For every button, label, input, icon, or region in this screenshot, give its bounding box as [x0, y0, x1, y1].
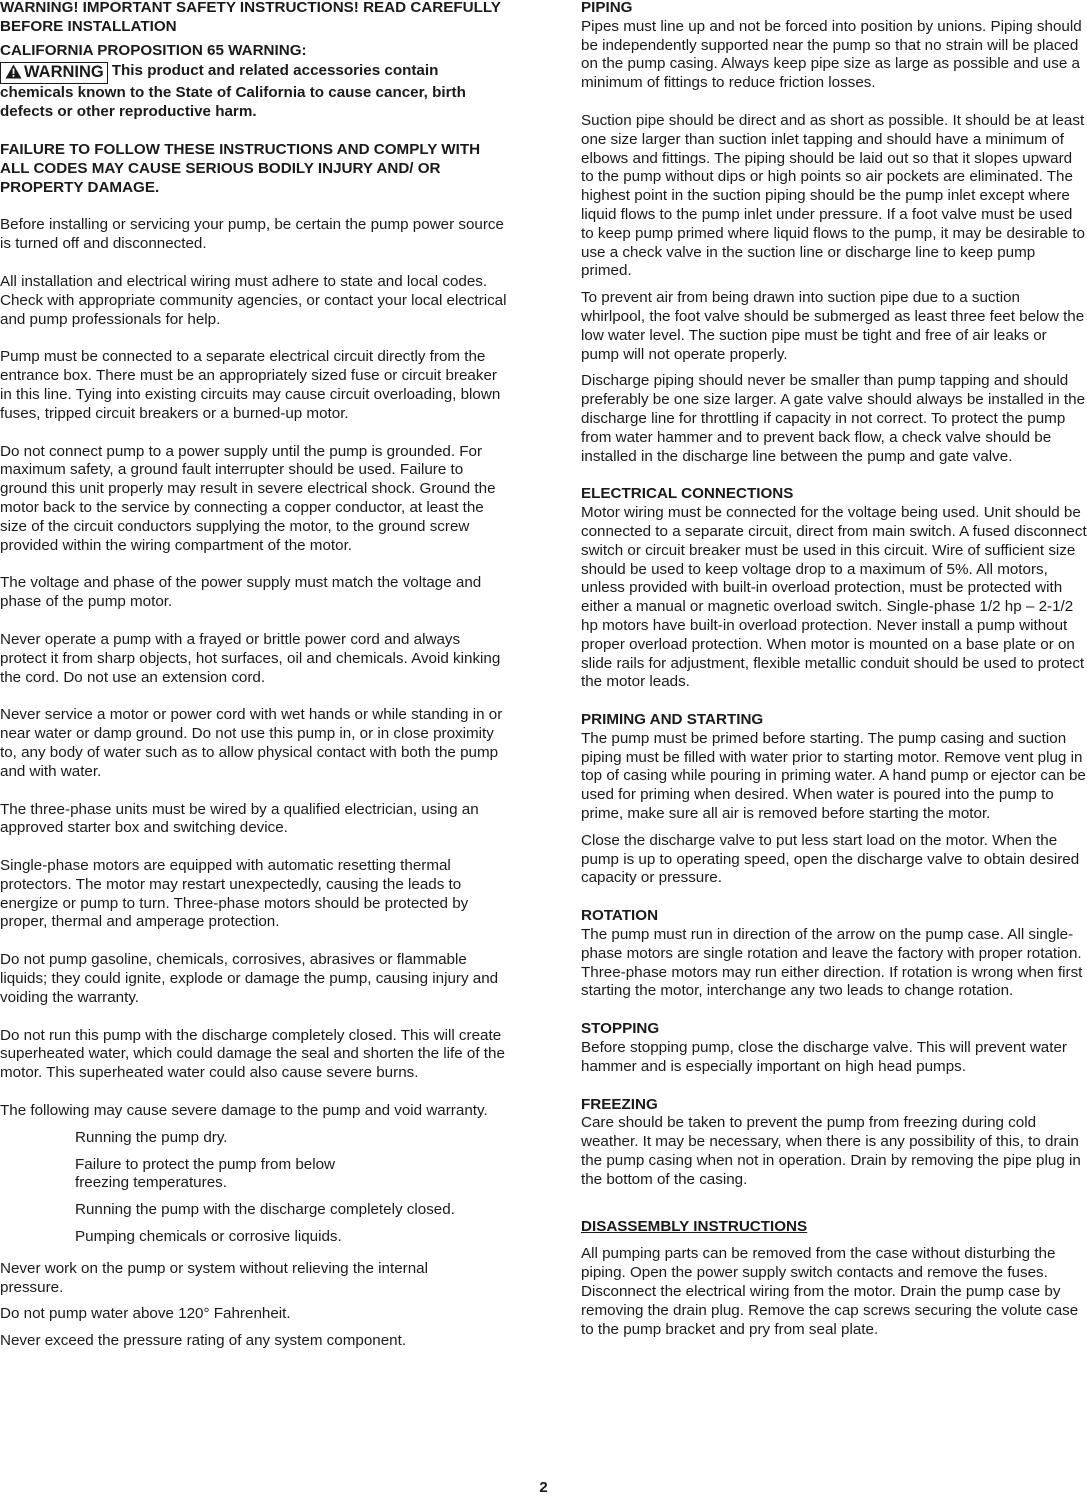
- list-item: Failure to protect the pump from below freezing temperatures.: [75, 1155, 335, 1192]
- section-heading-freezing: FREEZING: [581, 1095, 658, 1113]
- section-heading-electrical: ELECTRICAL CONNECTIONS: [581, 485, 794, 503]
- warning-triangle-icon: [5, 64, 22, 84]
- paragraph: Do not connect pump to a power supply until the pump is grounded. For maximum safety, a ground fault interrupter should be used. Failure to ground this unit properly may result in severe electrical shock. Ground the motor back to the service by connecting a copper conductor, at least the size of the circuit conductors supplying the motor, to the ground screw provided within the wiring compartment of the motor.: [0, 442, 496, 554]
- paragraph: The pump must run in direction of the arrow on the pump case. All single-phase motors are single rotation and leave the factory with proper rotation. Three-phase motors may run either direction. If rotation is wrong when first starting the motor, interchange any two leads to change rotation.: [581, 926, 1083, 1000]
- paragraph: Single-phase motors are equipped with automatic resetting thermal protectors. The motor may restart unexpectedly, causing the leads to energize or pump to turn. Three-phase motors should be protected by proper, thermal and amperage protection.: [0, 857, 469, 931]
- list-item: Pumping chemicals or corrosive liquids.: [75, 1228, 342, 1246]
- paragraph: Do not pump water above 120° Fahrenheit.: [0, 1305, 291, 1323]
- paragraph: Pump must be connected to a separate electrical circuit directly from the entrance box. There must be an appropriately sized fuse or circuit breaker in this line. Tying into existing circuits may cause circuit overloading, blown fuses, tripped circuit breakers or a burned-up motor.: [0, 348, 501, 422]
- paragraph: Never service a motor or power cord with wet hands or while standing in or near water or damp ground. Do not use this pump in, or in close proximity to, any body of water such as to allow physical contact with both the pump and with water.: [0, 706, 503, 780]
- paragraph: The pump must be primed before starting. The pump casing and suction piping must be filled with water prior to starting motor. Remove vent plug in top of casing while pouring in priming water. A hand pump or ejector can be used for priming when desired. When water is poured into the pump to prime, make sure all air is removed before starting the motor.: [581, 729, 1086, 823]
- paragraph: Discharge piping should never be smaller than pump tapping and should preferably be one size larger. A gate valve should always be installed in the discharge line for throttling if capacity in not correct. To protect the pump from water hammer and to prevent back flow, a check valve should be installed in the discharge line between the pump and gate valve.: [581, 372, 1086, 465]
- section-heading-priming: PRIMING AND STARTING: [581, 711, 764, 729]
- paragraph: Do not run this pump with the discharge completely closed. This will create superheated water, which could damage the seal and shorten the life of the motor. This superheated water could also cause severe burns.: [0, 1026, 505, 1082]
- paragraph: Do not pump gasoline, chemicals, corrosives, abrasives or flammable liquids; they could ignite, explode or damage the pump, causing injury and voiding the warranty.: [0, 951, 499, 1006]
- paragraph: Pipes must line up and not be forced into position by unions. Piping should be independently supported near the pump so that no strain will be placed on the pump casing. Always keep pipe size as large as possible and use a minimum of fittings to reduce friction losses.: [581, 17, 1082, 92]
- safety-title: WARNING! IMPORTANT SAFETY INSTRUCTIONS! READ CAREFULLY BEFORE INSTALLATION: [0, 0, 501, 35]
- paragraph: All installation and electrical wiring must adhere to state and local codes. Check with appropriate community agencies, or contact your local electrical and pump professionals for help.: [0, 272, 507, 328]
- paragraph: Suction pipe should be direct and as short as possible. It should be at least one size larger than suction inlet tapping and should have a minimum of elbows and fittings. The piping should be laid out so that it slopes upward to the pump without dips or high points so air pockets are eliminated. The highest point in the suction piping should be the pump inlet except where liquid flows to the pump inlet under pressure. If a foot valve must be used to keep pump primed where liquid flows to the pump, it may be desirable to use a check valve in the suction line or discharge line to keep pump primed.: [581, 111, 1085, 280]
- paragraph: Never exceed the pressure rating of any system component.: [0, 1332, 407, 1350]
- paragraph: Before installing or servicing your pump, be certain the pump power source is turned off and disconnected.: [0, 216, 504, 253]
- right-column: [581, 0, 1087, 1339]
- paragraph: Never operate a pump with a frayed or brittle power cord and always protect it from sharp objects, hot surfaces, oil and chemicals. Avoid kinking the cord. Do not use an extension cord.: [0, 630, 501, 686]
- prop65-warning: [0, 62, 510, 122]
- warning-label: WARNING: [0, 62, 108, 84]
- prop65-heading: CALIFORNIA PROPOSITION 65 WARNING:: [0, 41, 307, 59]
- paragraph: To prevent air from being drawn into suction pipe due to a suction whirlpool, the foot valve should be submerged as least three feet below the low water level. The suction pipe must be tight and free of air leaks or pump will not operate properly.: [581, 289, 1085, 363]
- paragraph: Close the discharge valve to put less start load on the motor. When the pump is up to operating speed, open the discharge valve to obtain desired capacity or pressure.: [581, 831, 1080, 887]
- list-item: Running the pump dry.: [75, 1128, 228, 1146]
- paragraph: Care should be taken to prevent the pump from freezing during cold weather. It may be necessary, when there is any possibility of this, to drain the pump casing when not in operation. Drain by removing the pipe plug in the bottom of the casing.: [581, 1114, 1081, 1188]
- left-column: [0, 0, 510, 1351]
- section-heading-rotation: ROTATION: [581, 907, 659, 925]
- list-item: Running the pump with the discharge completely closed.: [75, 1201, 455, 1219]
- paragraph: The voltage and phase of the power supply must match the voltage and phase of the pump motor.: [0, 574, 482, 611]
- section-heading-disassembly: DISASSEMBLY INSTRUCTIONS: [581, 1217, 808, 1235]
- paragraph: Never work on the pump or system without relieving the internal pressure.: [0, 1259, 428, 1296]
- prop65-text: This product and related accessories contain chemicals known to the State of California to cause cancer, birth defects or other reproductive harm.: [0, 62, 466, 121]
- section-heading-stopping: STOPPING: [581, 1020, 660, 1038]
- paragraph: The following may cause severe damage to the pump and void warranty.: [0, 1102, 488, 1120]
- paragraph: Motor wiring must be connected for the voltage being used. Unit should be connected to a separate circuit, direct from main switch. A fused disconnect switch or circuit breaker must be used in this circuit. Wire of sufficient size should be used to keep voltage drop to a maximum of 5%. All motors, unless provided with built-in overload protection, must be protected with either a manual or magnetic overload switch. Single-phase 1/2 hp – 2-1/2 hp motors have built-in overload protection. Never install a pump without proper overload protection. When motor is mounted on a base plate or on slide rails for adjustment, flexible metallic conduit should be used to protect the motor leads.: [581, 504, 1087, 691]
- page-number: 2: [539, 1479, 548, 1496]
- section-heading-piping: PIPING: [581, 0, 633, 16]
- paragraph: All pumping parts can be removed from the case without disturbing the piping. Open the power supply switch contacts and remove the fuses. Disconnect the electrical wiring from the motor. Drain the pump case by removing the drain plug. Remove the cap screws securing the volute case to the pump bracket and pry from seal plate.: [581, 1245, 1079, 1338]
- paragraph: The three-phase units must be wired by a qualified electrician, using an approved starter box and switching device.: [0, 800, 479, 837]
- paragraph: Before stopping pump, close the discharge valve. This will prevent water hammer and is especially important on high head pumps.: [581, 1039, 1067, 1075]
- failure-warning: FAILURE TO FOLLOW THESE INSTRUCTIONS AND COMPLY WITH ALL CODES MAY CAUSE SERIOUS BODILY INJURY AND/ OR PROPERTY DAMAGE.: [0, 140, 481, 196]
